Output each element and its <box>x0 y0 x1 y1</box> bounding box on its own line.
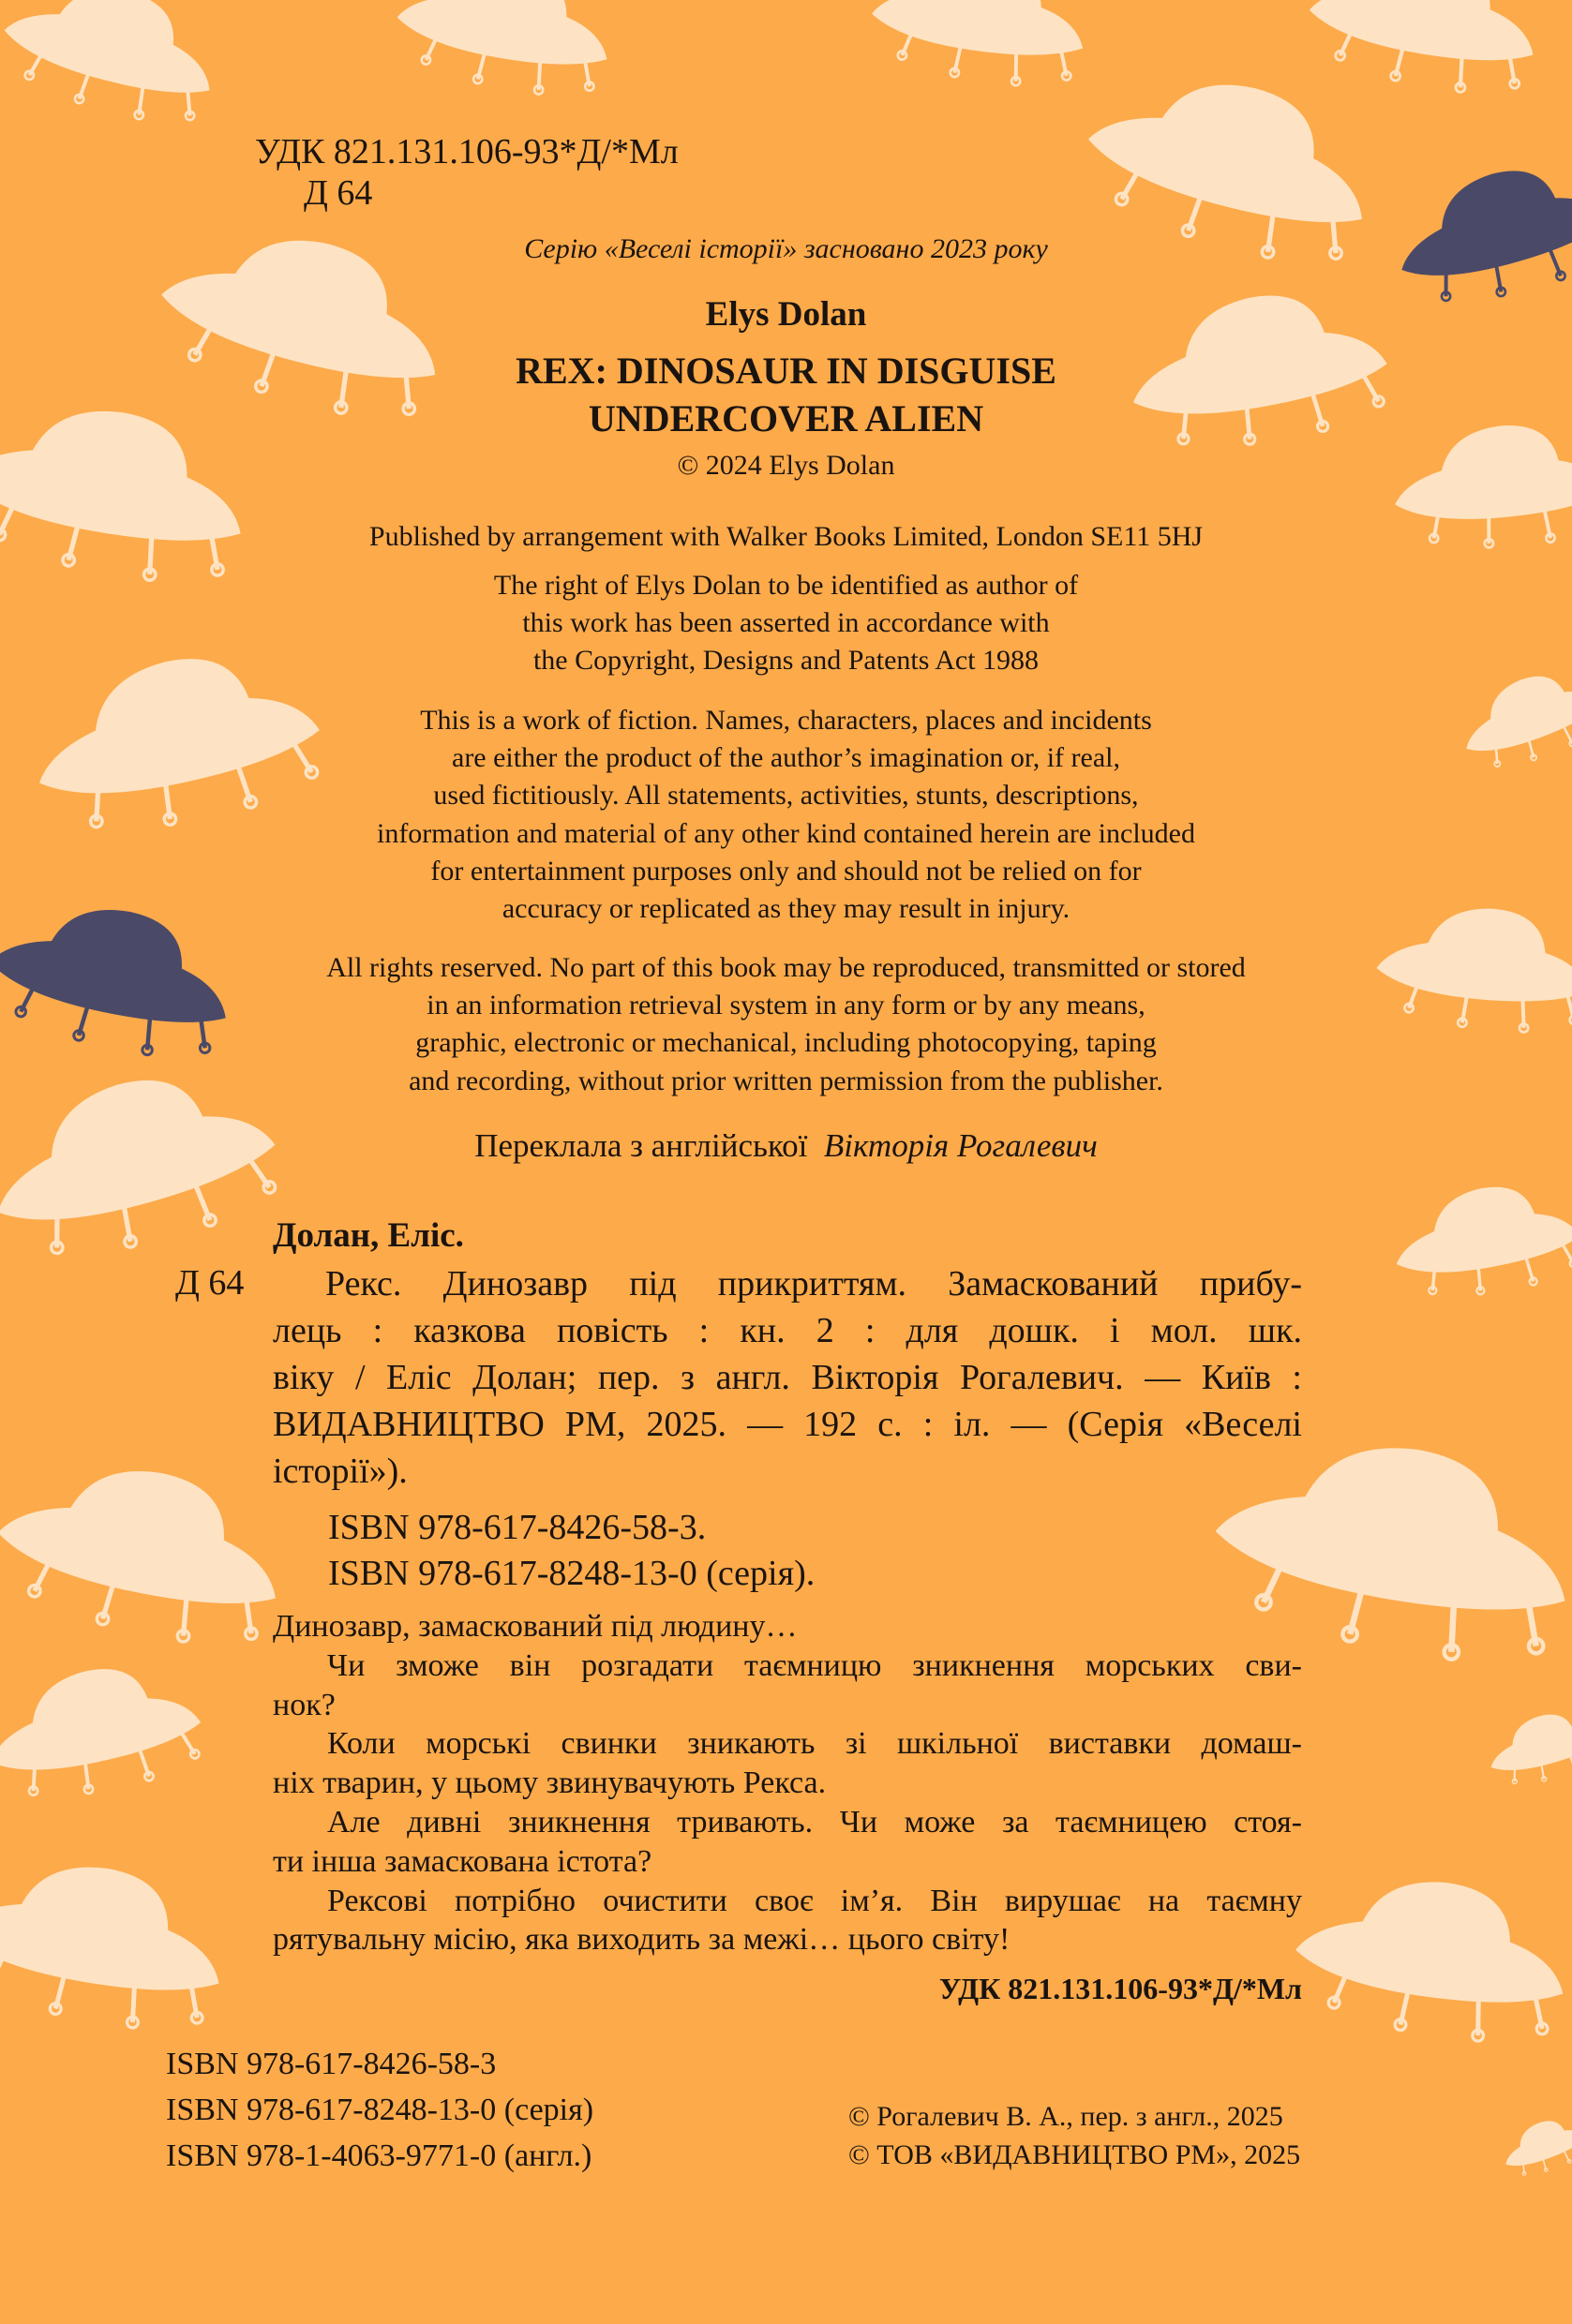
text-line: All rights reserved. No part of this book may be reproduced, transmitted or stored <box>326 952 1246 983</box>
text-line: graphic, electronic or mechanical, including photocopying, taping <box>415 1027 1157 1059</box>
text-line: Рексові потрібно очистити своє ім’я. Він вирушає на таємну <box>327 1883 1302 1918</box>
copyright-line: © ТОВ «ВИДАВНИЦТВО РМ», 2025 <box>848 2139 1301 2170</box>
text-line: Чи зможе він розгадати таємницю зникнення морських сви- <box>327 1647 1302 1683</box>
isbn-line: ISBN 978-617-8426-58-3. <box>328 1508 707 1547</box>
ufo-icon <box>0 1650 210 1812</box>
ufo-icon <box>0 0 229 135</box>
fiction-disclaimer <box>0 702 1572 928</box>
catalog-heading: Долан, Еліс. <box>273 1216 464 1255</box>
rights-reserved <box>0 949 1572 1100</box>
translator-credit <box>0 1127 1572 1165</box>
text-line: лець : казкова повість : кн. 2 : для дошк. і мол. шк. <box>273 1311 1302 1350</box>
text-line: історії»). <box>273 1452 408 1491</box>
text-line: for entertainment purposes only and should not be relied on for <box>430 855 1142 886</box>
text-line: Динозавр, замаскований під людину… <box>273 1609 798 1644</box>
copyright-list <box>848 2097 1300 2174</box>
text-line: рятувальну місію, яка виходить за межі… цього світу! <box>273 1922 1011 1958</box>
text-line: нок? <box>273 1687 336 1722</box>
isbn-list <box>166 2041 593 2179</box>
text-line: Коли морські свинки зникають зі шкільної виставки домаш- <box>327 1726 1302 1762</box>
ufo-icon <box>1300 0 1547 103</box>
isbn-line: ISBN 978-617-8248-13-0 (серія). <box>328 1554 816 1593</box>
text-line: the Copyright, Designs and Patents Act 1988 <box>532 645 1040 677</box>
series-note: Серію «Веселі історії» засновано 2023 року <box>524 233 1048 264</box>
text-line: ВИДАВНИЦТВО РМ, 2025. — 192 с. : іл. — (Серія «Веселі <box>273 1405 1302 1444</box>
text-line: ти інша замаскована істота? <box>273 1843 652 1879</box>
author-name: Elys Dolan <box>705 295 867 334</box>
catalog-isbn <box>328 1505 815 1597</box>
udk-code-bottom: УДК 821.131.106-93*Д/*Мл <box>938 1972 1302 2005</box>
copyright-line: © Рогалевич В. А., пер. з англ., 2025 <box>848 2101 1283 2132</box>
translator-name: Вікторія Рогалевич <box>823 1127 1098 1164</box>
book-abstract <box>273 1607 1302 1959</box>
published-by: Published by arrangement with Walker Books Limited, London SE11 5HJ <box>368 521 1204 552</box>
ufo-icon <box>0 1442 296 1659</box>
ufo-icon <box>0 1844 235 2042</box>
ufo-icon <box>864 0 1093 94</box>
catalog-description <box>273 1260 1302 1495</box>
text-line: used fictitiously. All statements, activities, stunts, descriptions, <box>433 780 1139 812</box>
text-line: in an information retrieval system in any form or by any means, <box>427 990 1145 1021</box>
original-copyright: © 2024 Elys Dolan <box>677 450 895 481</box>
text-line: ніх тварин, у цьому звинувачують Рекса. <box>273 1765 827 1801</box>
text-line: Рекс. Динозавр під прикриттям. Замаскований прибу- <box>325 1264 1302 1304</box>
catalog-mark: Д 64 <box>175 1263 245 1303</box>
title-line-2: UNDERCOVER ALIEN <box>588 397 984 439</box>
text-line: Але дивні зникнення тривають. Чи може за таємницею стоя- <box>327 1804 1302 1840</box>
text-line: accuracy or replicated as they may result in injury. <box>502 893 1070 925</box>
udk-code-top: УДК 821.131.106-93*Д/*Мл <box>255 132 679 171</box>
text-line: this work has been asserted in accordance with <box>522 607 1050 639</box>
text-line: and recording, without prior written permission from the publisher. <box>409 1065 1163 1096</box>
isbn-line: ISBN 978-1-4063-9771-0 (англ.) <box>166 2138 592 2173</box>
isbn-line: ISBN 978-617-8248-13-0 (серія) <box>166 2093 594 2127</box>
isbn-line: ISBN 978-617-8426-58-3 <box>166 2047 497 2081</box>
moral-rights-statement <box>0 567 1572 680</box>
ufo-icon <box>1496 2109 1572 2184</box>
translator-prefix: Переклала з англійської <box>474 1127 808 1164</box>
text-line: information and material of any other kind contained herein are included <box>376 817 1195 849</box>
ufo-icon <box>1286 1863 1572 2051</box>
text-line: віку / Еліс Долан; пер. з англ. Вікторія Рогалевич. — Київ : <box>273 1358 1302 1397</box>
author-mark-top: Д 64 <box>304 173 373 213</box>
ufo-icon <box>1386 1173 1572 1308</box>
ufo-icon <box>388 0 620 105</box>
text-line: are either the product of the author’s imagination or, if real, <box>452 742 1120 774</box>
title-line-1: REX: DINOSAUR IN DISGUISE <box>516 350 1056 392</box>
text-line: The right of Elys Dolan to be identified as author of <box>493 570 1079 601</box>
text-line: This is a work of fiction. Names, characters, places and incidents <box>420 705 1152 736</box>
ufo-icon <box>1481 1702 1572 1794</box>
